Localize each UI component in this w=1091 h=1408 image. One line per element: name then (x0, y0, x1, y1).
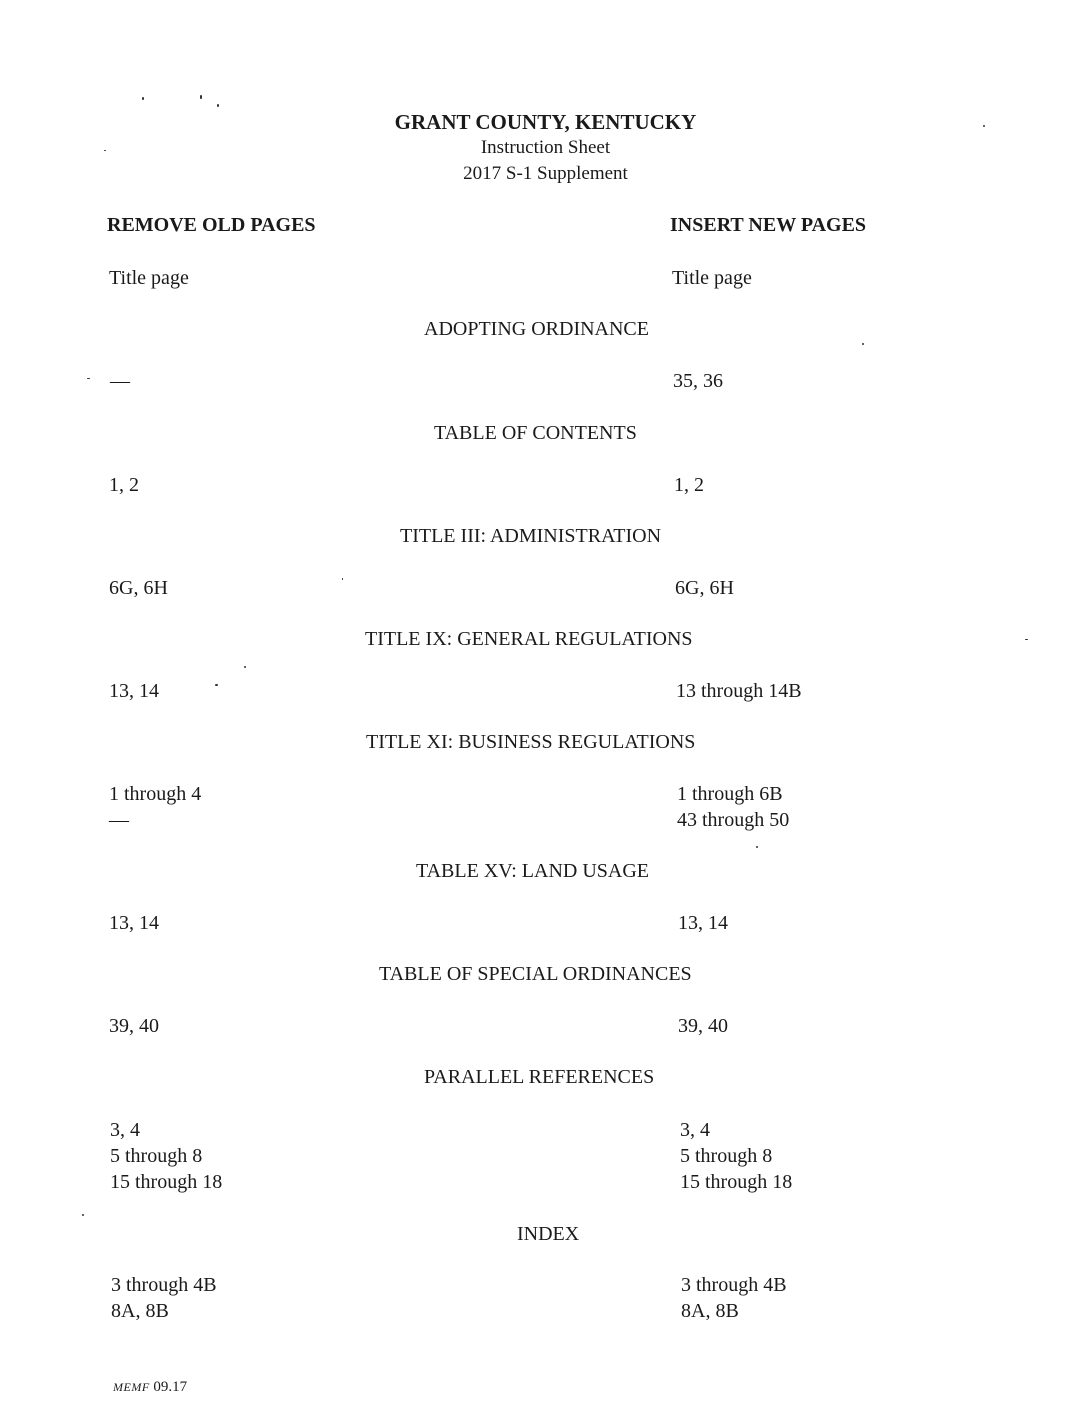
new-pages-parallel-references-2: 5 through 8 (680, 1145, 773, 1167)
document-title: GRANT COUNTY, KENTUCKY (394, 110, 697, 134)
scan-speck (87, 378, 90, 379)
old-pages-title-ix: 13, 14 (109, 680, 159, 702)
old-pages-title-iii: 6G, 6H (109, 577, 168, 599)
section-heading-title-xi: TITLE XI: BUSINESS REGULATIONS (366, 731, 696, 753)
section-heading-index: INDEX (517, 1223, 580, 1245)
scan-speck (200, 95, 202, 99)
old-pages-table-of-contents: 1, 2 (109, 474, 139, 496)
footer-date: 09.17 (153, 1379, 188, 1395)
footer-code (113, 1380, 187, 1395)
old-pages-title-xi-2: — (109, 809, 129, 831)
scan-speck (244, 666, 246, 668)
scan-speck (1025, 639, 1028, 640)
old-pages-index-2: 8A, 8B (111, 1300, 169, 1322)
scan-speck (82, 1214, 84, 1216)
section-heading-parallel-references: PARALLEL REFERENCES (424, 1066, 655, 1088)
new-title-page: Title page (672, 267, 752, 289)
section-heading-special-ordinances: TABLE OF SPECIAL ORDINANCES (379, 963, 692, 985)
section-heading-title-iii: TITLE III: ADMINISTRATION (400, 525, 662, 547)
new-pages-title-ix: 13 through 14B (676, 680, 802, 702)
section-heading-table-xv: TABLE XV: LAND USAGE (416, 860, 650, 882)
scan-speck (217, 104, 219, 107)
new-pages-index-1: 3 through 4B (681, 1274, 787, 1296)
old-pages-title-xi-1: 1 through 4 (109, 783, 202, 805)
section-heading-title-ix: TITLE IX: GENERAL REGULATIONS (365, 628, 693, 650)
new-pages-index-2: 8A, 8B (681, 1300, 739, 1322)
insert-new-pages-heading: INSERT NEW PAGES (670, 214, 867, 236)
new-pages-title-iii: 6G, 6H (675, 577, 734, 599)
new-pages-table-of-contents: 1, 2 (674, 474, 704, 496)
new-pages-table-xv: 13, 14 (678, 912, 728, 934)
scan-speck (104, 150, 106, 151)
scan-speck (862, 343, 864, 345)
new-pages-special-ordinances: 39, 40 (678, 1015, 728, 1037)
scan-speck (983, 125, 985, 127)
old-pages-adopting-ordinance: — (110, 370, 130, 392)
new-pages-parallel-references-3: 15 through 18 (680, 1171, 793, 1193)
old-pages-index-1: 3 through 4B (111, 1274, 217, 1296)
old-pages-parallel-references-1: 3, 4 (110, 1119, 140, 1141)
section-heading-table-of-contents: TABLE OF CONTENTS (434, 422, 637, 444)
old-pages-parallel-references-2: 5 through 8 (110, 1145, 203, 1167)
scan-speck (342, 578, 343, 580)
supplement-label: 2017 S-1 Supplement (463, 163, 628, 184)
new-pages-adopting-ordinance: 35, 36 (673, 370, 723, 392)
footer-code-letters: MEMF (113, 1380, 150, 1394)
remove-old-pages-heading: REMOVE OLD PAGES (107, 214, 316, 236)
scan-speck (215, 684, 218, 686)
old-pages-special-ordinances: 39, 40 (109, 1015, 159, 1037)
new-pages-title-xi-2: 43 through 50 (677, 809, 790, 831)
new-pages-parallel-references-1: 3, 4 (680, 1119, 710, 1141)
old-pages-parallel-references-3: 15 through 18 (110, 1171, 223, 1193)
scan-speck (756, 846, 758, 848)
old-pages-table-xv: 13, 14 (109, 912, 159, 934)
new-pages-title-xi-1: 1 through 6B (677, 783, 783, 805)
old-title-page: Title page (109, 267, 189, 289)
section-heading-adopting-ordinance: ADOPTING ORDINANCE (424, 318, 649, 340)
document-subtitle: Instruction Sheet (480, 137, 611, 158)
scan-speck (142, 97, 144, 100)
